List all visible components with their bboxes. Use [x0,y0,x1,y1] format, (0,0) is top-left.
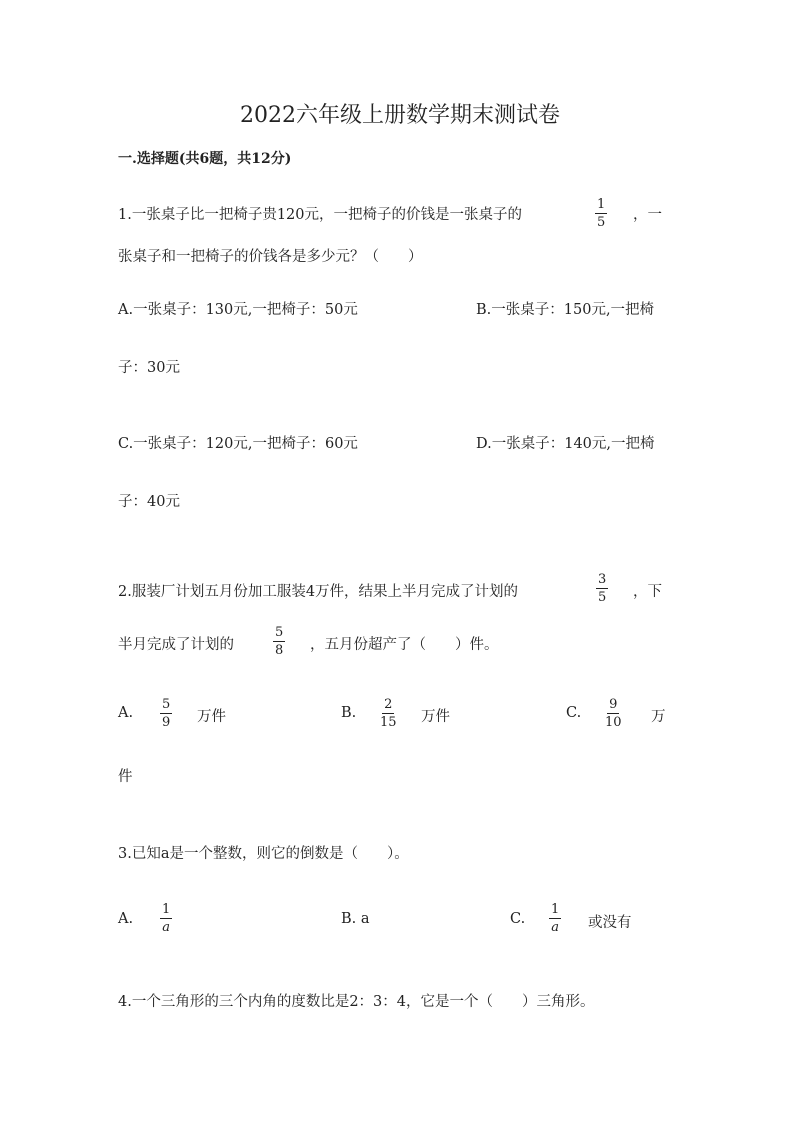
q2-option-a-num: 5 [162,697,171,712]
q1-option-c[interactable]: C.一张桌子：120元,一把椅子：60元 [118,436,358,452]
q2-option-a-label[interactable]: A. [118,705,134,721]
q1-stem-line1-tail: ，一 [633,207,662,223]
section-heading: 一.选择题(共6题，共12分) [118,151,292,167]
q2-stem-line1-tail: ，下 [633,584,662,600]
q2-option-c-num: 9 [609,697,618,712]
q2-fraction-1-den: 5 [598,590,607,605]
q1-stem-line1: 1.一张桌子比一把椅子贵120元，一把椅子的价钱是一张桌子的 [118,207,523,223]
q3-option-a-den: a [162,920,171,935]
q2-option-c-unit: 万 [651,709,666,725]
q2-option-c-fraction [605,698,622,729]
q3-option-c-den: a [551,920,560,935]
q2-fraction-2-den: 8 [275,643,284,658]
q2-stem-line2-tail: ，五月份超产了（ ）件。 [310,637,499,653]
q4-stem: 4.一个三角形的三个内角的度数比是2：3：4，它是一个（ ）三角形。 [118,994,595,1010]
q2-option-a-fraction [160,698,172,729]
page-title: 2022六年级上册数学期末测试卷 [240,103,560,128]
q3-option-c-label[interactable]: C. [510,911,526,927]
q1-option-a[interactable]: A.一张桌子：130元,一把椅子：50元 [118,302,358,318]
q2-option-b-num: 2 [384,697,393,712]
q2-option-a-unit: 万件 [197,709,226,725]
q1-fraction [595,198,607,229]
q2-option-b-unit: 万件 [421,709,450,725]
q2-fraction-1-num: 3 [598,572,607,587]
q2-stem-line1: 2.服装厂计划五月份加工服装4万件，结果上半月完成了计划的 [118,584,519,600]
q2-option-c-unit-cont: 件 [118,769,133,785]
q3-option-b[interactable]: B. a [341,911,370,927]
q1-option-d-cont: 子：40元 [118,494,180,510]
q2-option-b-label[interactable]: B. [341,705,357,721]
q2-option-c-label[interactable]: C. [566,705,582,721]
q3-option-a-num: 1 [162,902,171,917]
q2-stem-line2: 半月完成了计划的 [118,637,234,653]
q3-option-c-tail: 或没有 [588,915,632,931]
q1-fraction-num: 1 [597,197,606,212]
q3-stem: 3.已知a是一个整数，则它的倒数是（ ）。 [118,846,409,862]
q1-option-b[interactable]: B.一张桌子：150元,一把椅 [476,302,655,318]
q3-option-a-fraction [160,903,172,934]
q3-option-a-label[interactable]: A. [118,911,134,927]
q2-option-a-den: 9 [162,715,171,730]
q2-option-b-den: 15 [380,715,397,730]
q2-fraction-1 [596,573,608,604]
q1-fraction-den: 5 [597,215,606,230]
q2-option-b-fraction [380,698,397,729]
q2-option-c-den: 10 [605,715,622,730]
q3-option-c-num: 1 [551,902,560,917]
q1-stem-line2: 张桌子和一把椅子的价钱各是多少元？（ ） [118,249,423,265]
q1-option-b-cont: 子：30元 [118,360,180,376]
q1-option-d[interactable]: D.一张桌子：140元,一把椅 [476,436,655,452]
q2-fraction-2-num: 5 [275,625,284,640]
q2-fraction-2 [273,626,285,657]
q3-option-c-fraction [549,903,561,934]
